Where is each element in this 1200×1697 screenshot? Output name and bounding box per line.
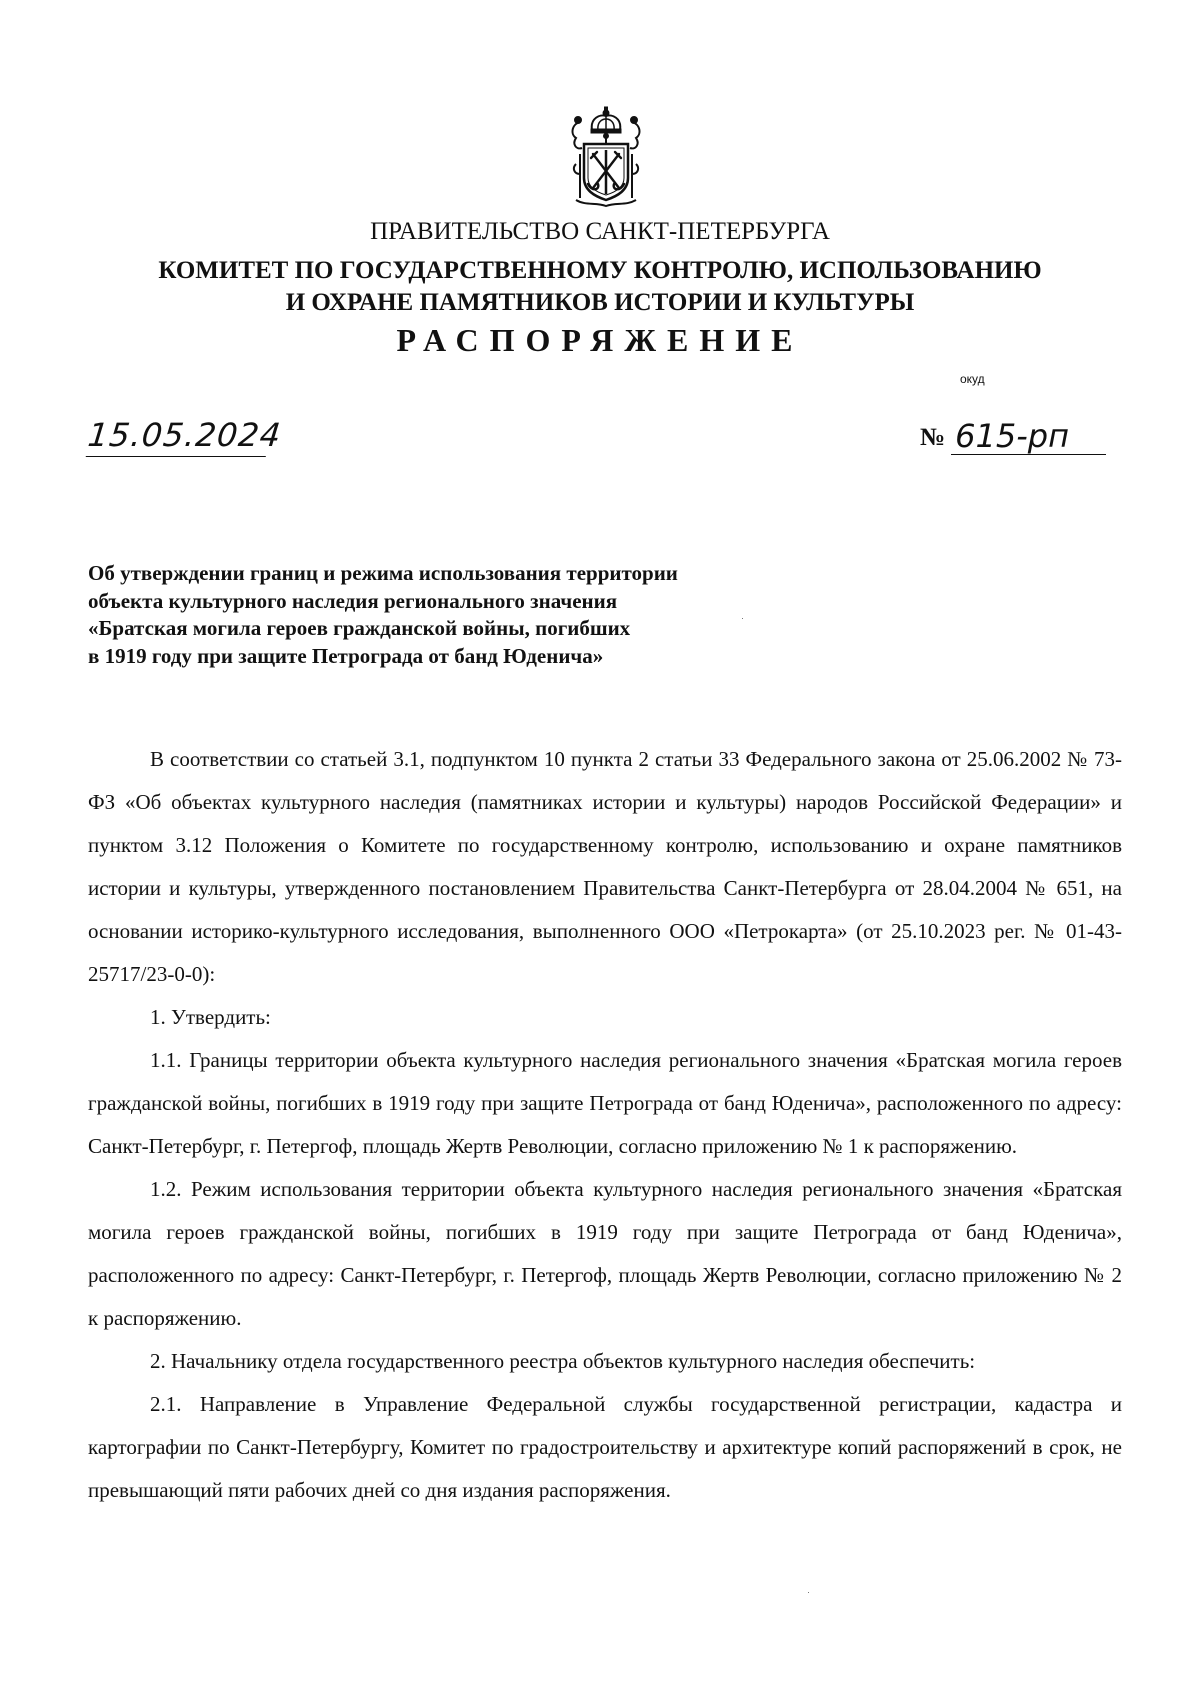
government-name: ПРАВИТЕЛЬСТВО САНКТ-ПЕТЕРБУРГА [370,218,830,245]
committee-name-line-1: КОМИТЕТ ПО ГОСУДАРСТВЕННОМУ КОНТРОЛЮ, ИСПОЛЬЗОВАНИЮ [158,257,1042,284]
document-subject [88,560,808,670]
body-paragraph-1: 1. Утвердить: [150,1005,271,1029]
saint-petersburg-coat-of-arms-icon [566,104,646,209]
committee-name-line-2: И ОХРАНЕ ПАМЯТНИКОВ ИСТОРИИ И КУЛЬТУРЫ [285,289,915,316]
number-value: 615-рп [951,418,1106,455]
scan-speck [742,618,743,619]
subject-line-4: в 1919 году при защите Петрограда от банд Юденича» [88,643,604,668]
committee-name [0,255,1200,319]
document-date: 15.05.2024 [86,414,271,457]
body-paragraph-2-1: 2.1. Направление в Управление Федеральной службы государственной регистрации, кадастра и картографии по Санкт-Петербургу, Комитет по градостроительству и архитектуре копий распоряжений в срок, не превышающий пяти рабочих дней со дня издания распоряжения. [88,1392,1122,1502]
okud-label: окуд [960,372,985,386]
document-number [920,418,1106,455]
document-body [88,738,1122,1512]
body-paragraph-1-1: 1.1. Границы территории объекта культурного наследия регионального значения «Братская могила героев гражданской войны, погибших в 1919 году при защите Петрограда от банд Юденича», расположенного по адресу: Санкт-Петербург, г. Петергоф, площадь Жертв Революции, согласно приложению № 1 к распоряжению. [88,1048,1122,1158]
number-sign: № [920,424,946,451]
body-paragraph-preamble: В соответствии со статьей 3.1, подпунктом 10 пункта 2 статьи 33 Федерального закона от 25.06.2002 № 73-ФЗ «Об объектах культурного наследия (памятниках истории и культуры) народов Российской Федерации» и пунктом 3.12 Положения о Комитете по государственному контролю, использованию и охране памятников истории и культуры, утвержденного постановлением Правительства Санкт-Петербурга от 28.04.2004 № 651, на основании историко-культурного исследования, выполненного ООО «Петрокарта» (от 25.10.2023 рег. № 01-43-25717/23-0-0): [88,747,1122,986]
subject-line-1: Об утверждении границ и режима использования территории [88,561,678,585]
body-paragraph-1-2: 1.2. Режим использования территории объекта культурного наследия регионального значения «Братская могила героев гражданской войны, погибших в 1919 году при защите Петрограда от банд Юденича», расположенного по адресу: Санкт-Петербург, г. Петергоф, площадь Жертв Революции, согласно приложению № 2 к распоряжению. [88,1177,1122,1330]
subject-line-2: объекта культурного наследия регионального значения [88,588,618,613]
subject-line-3: «Братская могила героев гражданской войны, погибших [88,616,631,640]
body-paragraph-2: 2. Начальнику отдела государственного реестра объектов культурного наследия обеспечить: [150,1349,976,1373]
document-type-title: РАСПОРЯЖЕНИЕ [396,322,804,358]
scan-speck [808,1592,809,1593]
